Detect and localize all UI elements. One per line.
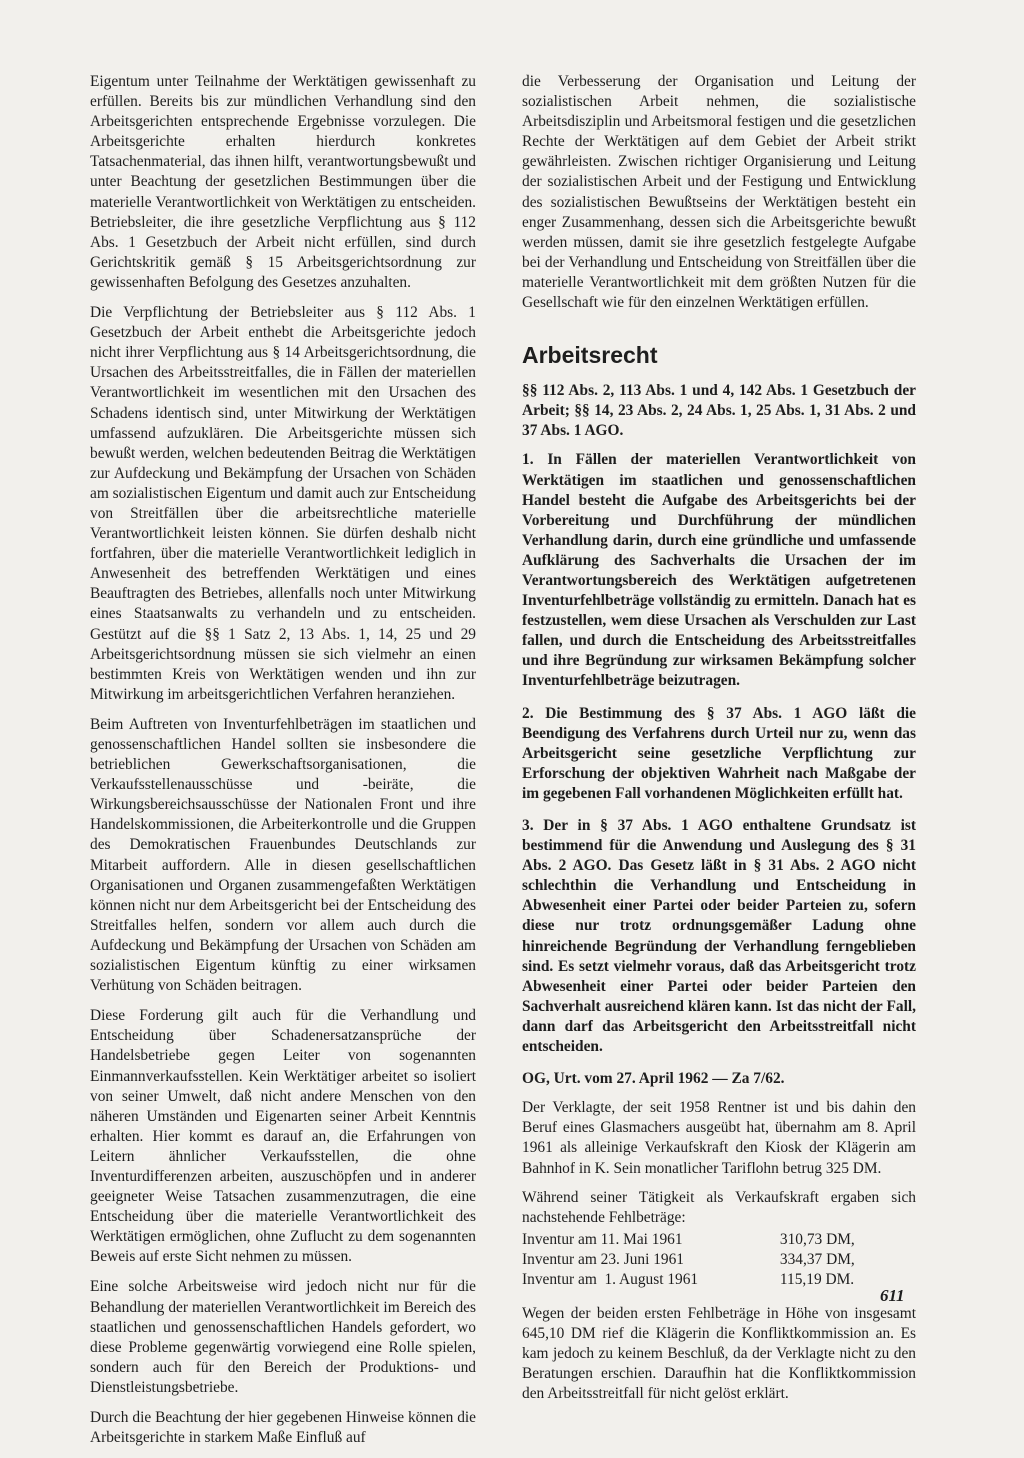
- headnote-1: 1. In Fällen der materiellen Verantwortlichkeit von Werktätigen im staatlichen und genossenschaftlichen Handel besteht die Aufgabe des Arbeitsgerichts bei der Vorbereitung und Durchführung der mündlichen Verhandlung darin, durch eine gründliche und umfassende Aufklärung des Sachverhalts die Ursachen der im Verantwortungsbereich des Werktätigen aufgetretenen Inventurfehlbeträge vollständig zu ermitteln. Danach hat es festzustellen, wem diese Ursachen als Verschulden zur Last fallen, und durch die Entscheidung des Arbeitsstreitfalles und ihre Begründung zur wirksamen Bekämpfung solcher Inventurfehlbeträge beizutragen.: [522, 451, 916, 690]
- inventory-amount: 115,19 DM.: [779, 1270, 855, 1288]
- left-paragraph-6: Durch die Beachtung der hier gegebenen Hinweise können die Arbeitsgerichte in starkem Maße Einfluß auf: [90, 1409, 476, 1447]
- headnote-3: 3. Der in § 37 Abs. 1 AGO enthaltene Grundsatz ist bestimmend für die Anwendung und Auslegung des § 31 Abs. 2 AGO. Das Gesetz läßt in § 31 Abs. 2 AGO nicht schlechthin die Verhandlung und Entscheidung in Abwesenheit einer Partei oder beider Parteien zu, sofern diese nur trotz ordnungsgemäßer Ladung ohne hinreichende Begründung der Verhandlung ferngeblieben sind. Es setzt vielmehr voraus, daß das Arbeitsgericht trotz Abwesenheit einer Partei oder beider Parteien den Sachverhalt ausreichend klären kann. Ist das nicht der Fall, dann darf das Arbeitsgericht den Arbeitsstreitfall nicht entscheiden.: [522, 817, 916, 1056]
- court-reference: OG, Urt. vom 27. April 1962 — Za 7/62.: [522, 1070, 785, 1088]
- left-column: [90, 72, 476, 1458]
- page-number: 611: [880, 1286, 905, 1305]
- inventory-table: [522, 1230, 882, 1290]
- section-heading: Arbeitsrecht: [522, 342, 658, 369]
- left-paragraph-4: Diese Forderung gilt auch für die Verhandlung und Entscheidung über Schadenersatzansprüche der Handelsbetriebe gegen Leiter von sogenannten Einmannverkaufsstellen. Kein Werktätiger arbeitet so isoliert von seiner Umwelt, daß nicht andere Menschen von den näheren Umständen und Eigenarten seiner Arbeit Kenntnis erhalten. Hier kommt es darauf an, die Erfahrungen von Leitern ähnlicher Verkaufsstellen, die ohne Inventurdifferenzen arbeiten, auszuschöpfen und in anderer geeigneter Weise Tatsachen zusammenzutragen, die eine Entscheidung über die materielle Verantwortlichkeit des Werktätigen ermöglichen, ohne Zuflucht zu dem sogenannten Beweis auf erste Sicht nehmen zu müssen.: [90, 1007, 476, 1266]
- right-column: [522, 72, 916, 1413]
- right-intro-paragraph: die Verbesserung der Organisation und Leitung der sozialistischen Arbeit nehmen, die sozialistische Arbeitsdisziplin und Arbeitsmoral festigen und die gesetzlichen Rechte der Werktätigen auf dem Gebiet der Arbeit strikt gewährleisten. Zwischen richtiger Organisierung und Leitung der sozialistischen Arbeit und der Festigung und Entwicklung des sozialistischen Bewußtseins der Werktätigen besteht ein enger Zusammenhang, dessen sich die Arbeitsgerichte bewußt werden müssen, damit sie ihre gesetzlich festgelegte Aufgabe bei der Verhandlung und Entscheidung von Streitfällen über die materielle Verantwortlichkeit mit dem größten Nutzen für die Gesellschaft wie für den einzelnen Werktätigen erfüllen.: [522, 73, 916, 312]
- inventory-label: Inventur am 11. Mai 1961: [522, 1230, 683, 1248]
- left-paragraph-1: Eigentum unter Teilnahme der Werktätigen gewissenhaft zu erfüllen. Bereits bis zur mündlichen Verhandlung sind den Arbeitsgerichten entsprechende Ergebnisse vorzulegen. Die Arbeitsgerichte erhalten hierdurch konkretes Tatsachenmaterial, das ihnen hilft, verantwortungsbewußt und unter Beachtung der gesetzlichen Bestimmungen über die materielle Verantwortlichkeit von Werktätigen zu entscheiden. Betriebsleiter, die ihre gesetzliche Verpflichtung aus § 112 Abs. 1 Gesetzbuch der Arbeit nicht erfüllen, sind durch Gerichtskritik gemäß § 15 Arbeitsgerichtsordnung zur gewissenhaften Befolgung des Gesetzes anzuhalten.: [90, 73, 476, 291]
- left-paragraph-3: Beim Auftreten von Inventurfehlbeträgen im staatlichen und genossenschaftlichen Handel sollten sie insbesondere die betrieblichen Gewerkschaftsorganisationen, die Verkaufsstellenausschüsse und -beiräte, die Wirkungsbereichsausschüsse der Nationalen Front und ihre Handelskommissionen, die Arbeiterkontrolle und die Gruppen des Demokratischen Frauenbundes Deutschlands zur Mitarbeit auffordern. Alle in diesen gesellschaftlichen Organisationen und Organen zusammengefaßten Werktätigen können nicht nur dem Arbeitsgericht bei der Entscheidung des Streitfalles helfen, sondern vor allem auch durch die Aufdeckung und Bekämpfung der Ursachen von Schäden am sozialistischen Eigentum künftig zu einer wirksamen Verhütung von Schäden beitragen.: [90, 715, 476, 995]
- inventory-label: Inventur am 1. August 1961: [522, 1270, 699, 1288]
- inventory-row: [522, 1230, 882, 1250]
- inventory-label: Inventur am 23. Juni 1961: [522, 1250, 685, 1268]
- inventory-amount: 334,37 DM,: [779, 1250, 855, 1268]
- facts-paragraph: Der Verklagte, der seit 1958 Rentner ist und bis dahin den Beruf eines Glasmachers ausgeübt hat, übernahm am 8. April 1961 als alleinige Verkaufskraft den Kiosk der Klägerin am Bahnhof in K. Sein monatlicher Tariflohn betrug 325 DM.: [522, 1099, 916, 1177]
- inventory-row: [522, 1250, 882, 1270]
- inventory-intro: Während seiner Tätigkeit als Verkaufskraft ergaben sich nachstehende Fehlbeträge:: [522, 1188, 916, 1226]
- statute-citation: §§ 112 Abs. 2, 113 Abs. 1 und 4, 142 Abs. 1 Gesetzbuch der Arbeit; §§ 14, 23 Abs. 2, 24 Abs. 1, 25 Abs. 1, 31 Abs. 2 und 37 Abs. 1 AGO.: [522, 382, 916, 440]
- left-paragraph-5: Eine solche Arbeitsweise wird jedoch nicht nur für die Behandlung der materiellen Verantwortlichkeit im Bereich des staatlichen und genossenschaftlichen Handels gefordert, wo diese Probleme gegenwärtig vorwiegend eine Rolle spielen, sondern auch für den Bereich der Produktions- und Dienstleistungsbetriebe.: [90, 1278, 476, 1396]
- closing-paragraph: Wegen der beiden ersten Fehlbeträge in Höhe von insgesamt 645,10 DM rief die Klägerin die Konfliktkommission an. Es kam jedoch zu keinem Beschluß, da der Verklagte nicht zu den Beratungen erschien. Daraufhin hat die Konfliktkommission den Arbeitsstreitfall für nicht gelöst erklärt.: [522, 1304, 916, 1403]
- left-paragraph-2: Die Verpflichtung der Betriebsleiter aus § 112 Abs. 1 Gesetzbuch der Arbeit enthebt die Arbeitsgerichte jedoch nicht ihrer Verpflichtung aus § 14 Arbeitsgerichtsordnung, die Ursachen des Arbeitsstreitfalles, die in Fällen der materiellen Verantwortlichkeit im wesentlichen mit den Ursachen des Schadens identisch sind, unter Mitwirkung der Werktätigen umfassend aufzuklären. Die Arbeitsgerichte müssen sich bewußt werden, welchen bedeutenden Beitrag die Werktätigen zur Aufdeckung und Bekämpfung der Ursachen von Schäden am sozialistischen Eigentum und damit auch zur Entscheidung von Streitfällen über die arbeitsrechtliche materielle Verantwortlichkeit leisten können. Sie dürfen deshalb nicht fortfahren, über die materielle Verantwortlichkeit lediglich in Anwesenheit des betreffenden Werktätigen und eines Beauftragten des Betriebes, allenfalls noch unter Mitwirkung eines Staatsanwalts zu verhandeln und zu entscheiden. Gestützt auf die §§ 1 Satz 2, 13 Abs. 1, 14, 25 und 29 Arbeitsgerichtsordnung müssen sie sich vielmehr an einen bestimmten Kreis von Werktätigen wenden und ihn zur Mitwirkung im arbeitsgerichtlichen Verfahren heranziehen.: [90, 304, 476, 703]
- headnote-2: 2. Die Bestimmung des § 37 Abs. 1 AGO läßt die Beendigung des Verfahrens durch Urteil nur zu, wenn das Arbeitsgericht seine gesetzliche Verpflichtung zur Erforschung der objektiven Wahrheit nach Maßgabe der im gegebenen Fall vorhandenen Möglichkeiten erfüllt hat.: [522, 704, 916, 802]
- inventory-amount: 310,73 DM,: [779, 1230, 855, 1248]
- inventory-row: [522, 1270, 882, 1290]
